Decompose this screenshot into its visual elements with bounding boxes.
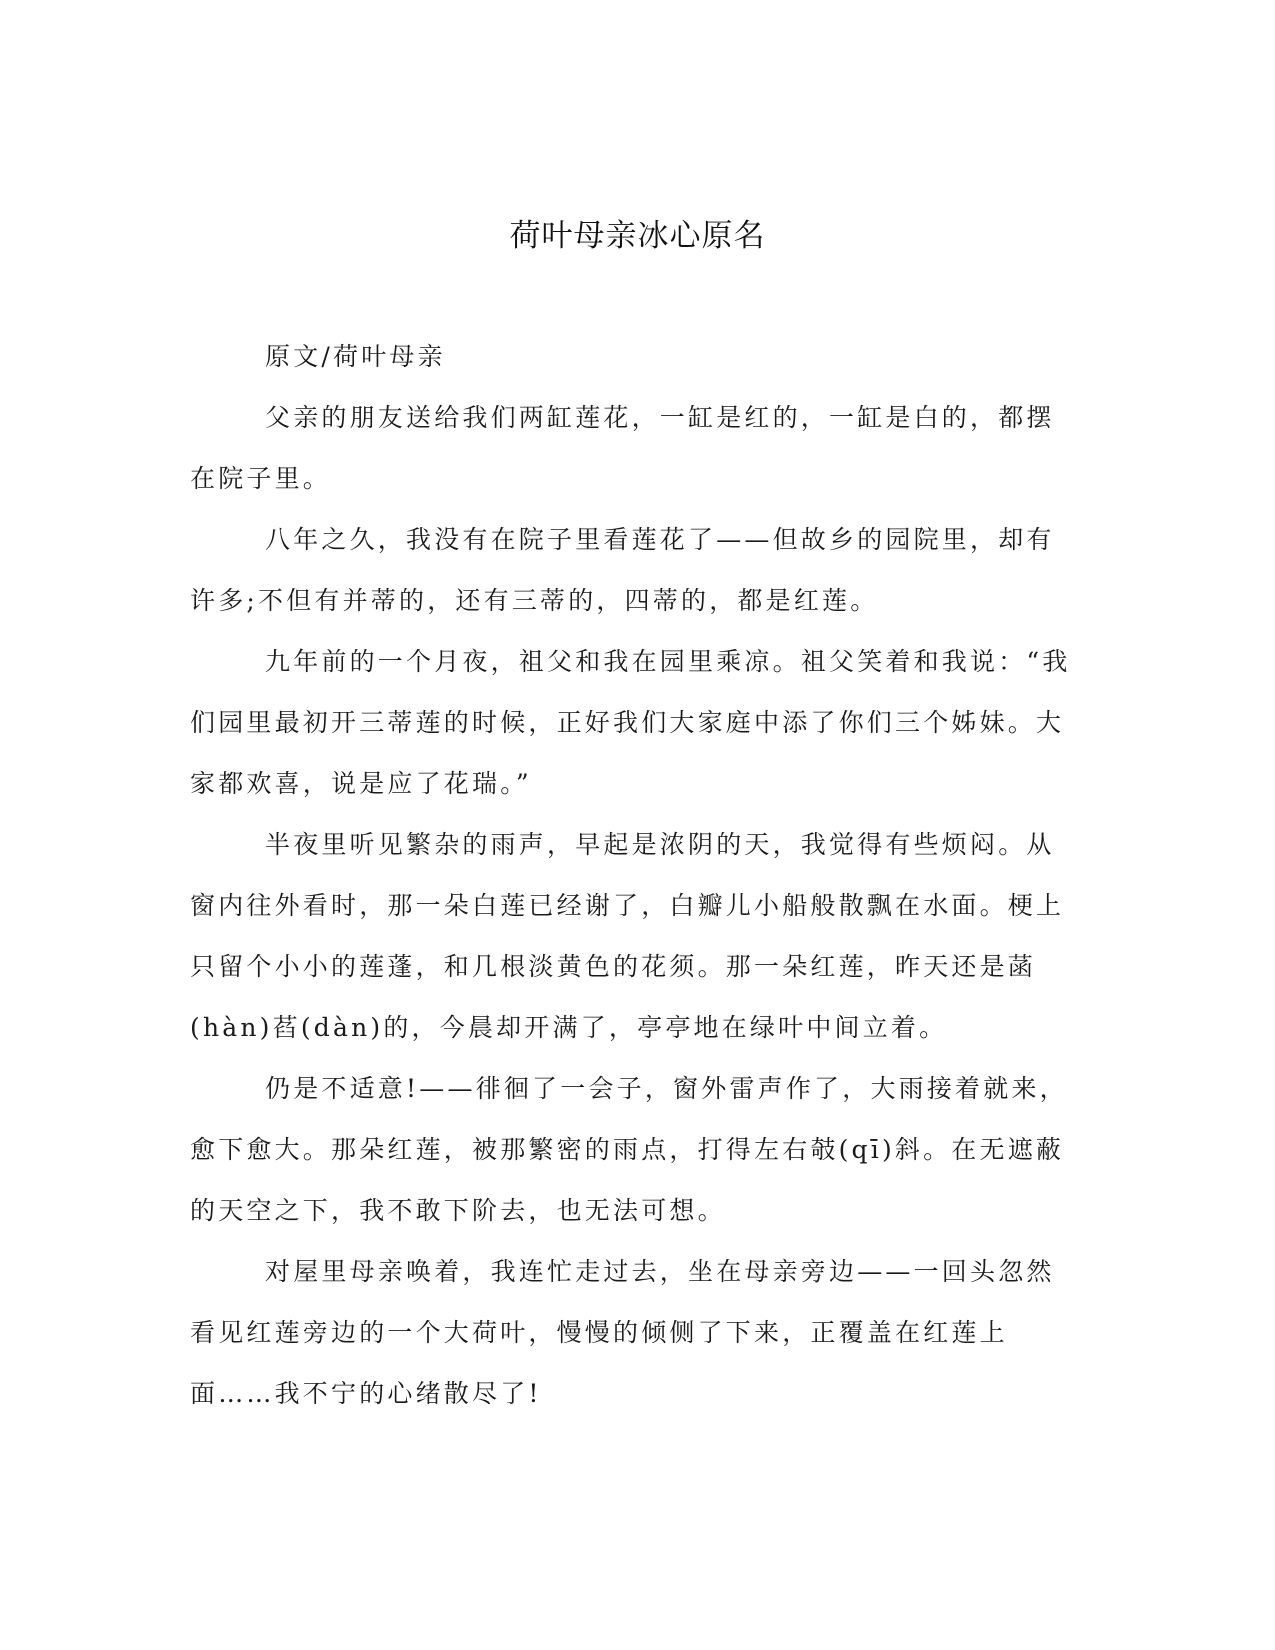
article-body: [190, 326, 1080, 1424]
paragraph: 对屋里母亲唤着，我连忙走过去，坐在母亲旁边——一回头忽然看见红莲旁边的一个大荷叶，慢慢的倾侧了下来，正覆盖在红莲上面……我不宁的心绪散尽了!: [190, 1257, 1055, 1408]
paragraph: 半夜里听见繁杂的雨声，早起是浓阴的天，我觉得有些烦闷。从窗内往外看时，那一朵白莲已经谢了，白瓣儿小船般散飘在水面。梗上只留个小小的莲蓬，和几根淡黄色的花须。那一朵红莲，昨天还是菡(hàn)萏(dàn)的，今晨却开满了，亭亭地在绿叶中间立着。: [190, 830, 1065, 1042]
paragraph: 八年之久，我没有在院子里看莲花了——但故乡的园院里，却有许多;不但有并蒂的，还有三蒂的，四蒂的，都是红莲。: [190, 525, 1055, 615]
paragraph: 仍是不适意!——徘徊了一会子，窗外雷声作了，大雨接着就来，愈下愈大。那朵红莲，被那繁密的雨点，打得左右攲(qī)斜。在无遮蔽的天空之下，我不敢下阶去，也无法可想。: [190, 1074, 1068, 1225]
paragraph: 父亲的朋友送给我们两缸莲花，一缸是红的，一缸是白的，都摆在院子里。: [190, 403, 1055, 493]
paragraph-source: 原文/荷叶母亲: [265, 342, 446, 371]
page-title: 荷叶母亲冰心原名: [509, 218, 766, 254]
paragraph: 九年前的一个月夜，祖父和我在园里乘凉。祖父笑着和我说：“我们园里最初开三蒂莲的时候，正好我们大家庭中添了你们三个姊妹。大家都欢喜，说是应了花瑞。”: [190, 647, 1071, 798]
